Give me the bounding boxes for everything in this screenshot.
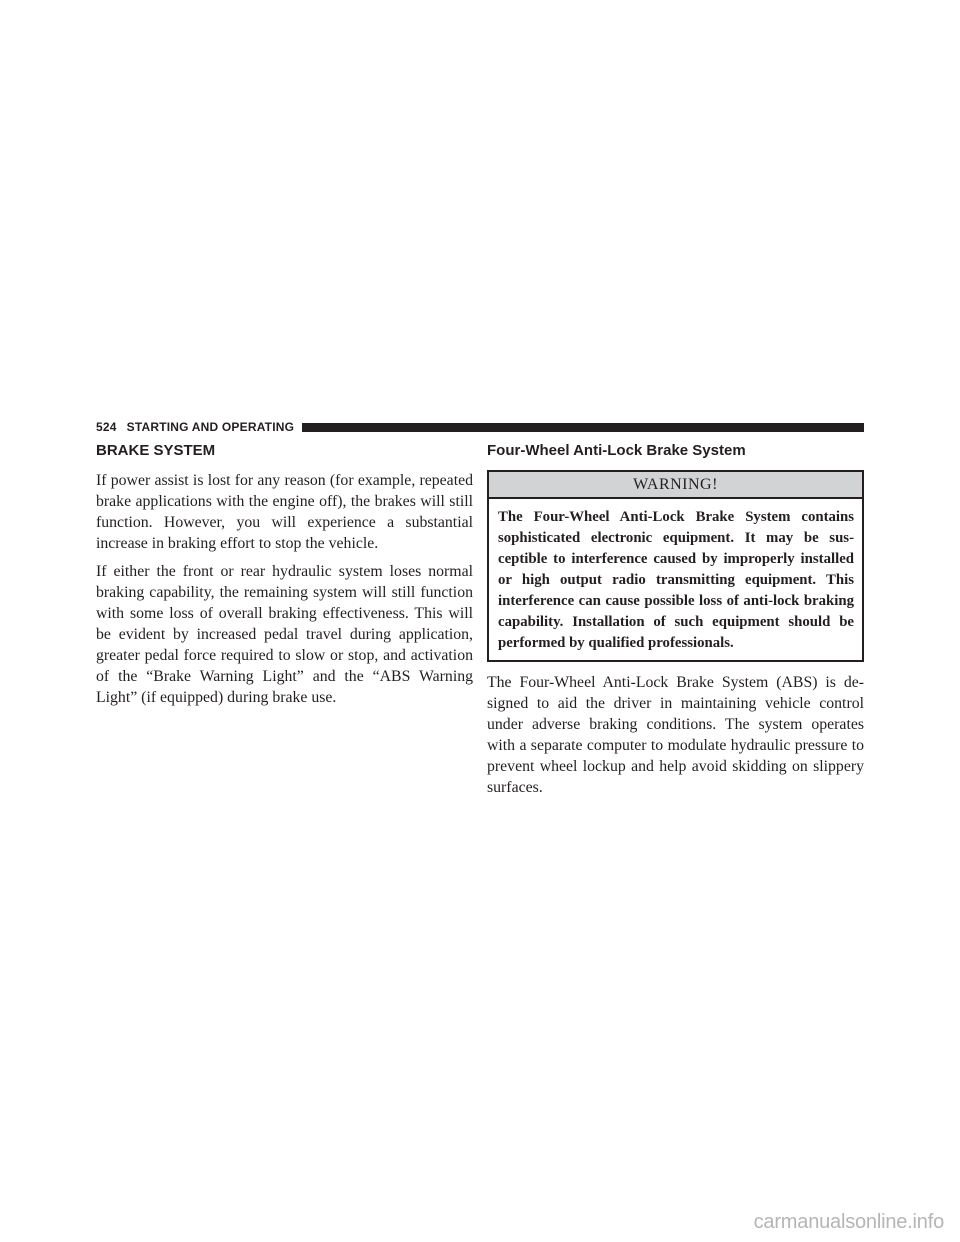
right-column xyxy=(487,442,864,805)
abs-heading: Four-Wheel Anti-Lock Brake System xyxy=(487,442,746,459)
section-title: STARTING AND OPERATING xyxy=(126,420,295,434)
watermark: carmanualsonline.info xyxy=(753,1211,944,1233)
page-number: 524 xyxy=(96,420,117,434)
left-column xyxy=(96,442,473,715)
paragraph-hydraulic-system: If either the front or rear hydraulic system loses normal braking capability, the remaining system will still function with some loss of overall braking effectiveness. This will be evident by increased pedal travel during application, greater pedal force required to slow or stop, and activation of the “Brake Warning Light” and the “ABS Warning Light” (if equipped) during brake use. xyxy=(96,563,473,706)
header-rule xyxy=(302,423,864,432)
warning-title: WARNING! xyxy=(489,472,862,499)
paragraph-power-assist: If power assist is lost for any reason (for example, repeated brake applications with the engine off), the brakes will still function. However, you will experience a substantial increase in braking effort to stop the vehicle. xyxy=(96,472,473,552)
paragraph-abs-description: The Four-Wheel Anti-Lock Brake System (ABS) is designed to aid the driver in maintaining vehicle control under adverse braking conditions. The system operates with a separate computer to modulate hydraulic pressure to prevent wheel lockup and help avoid skidding on slippery surfaces. xyxy=(487,674,864,796)
warning-box xyxy=(487,470,864,662)
page-header xyxy=(96,420,864,434)
brake-system-heading: BRAKE SYSTEM xyxy=(96,442,216,459)
warning-text: The Four-Wheel Anti-Lock Brake System contains sophisticated electronic equipment. It may be susceptible to interference caused by improperly installed or high output radio transmitting equipment. This interference can cause possible loss of anti-lock braking capability. Installation of such equipment should be performed by qualified professionals. xyxy=(498,509,854,651)
